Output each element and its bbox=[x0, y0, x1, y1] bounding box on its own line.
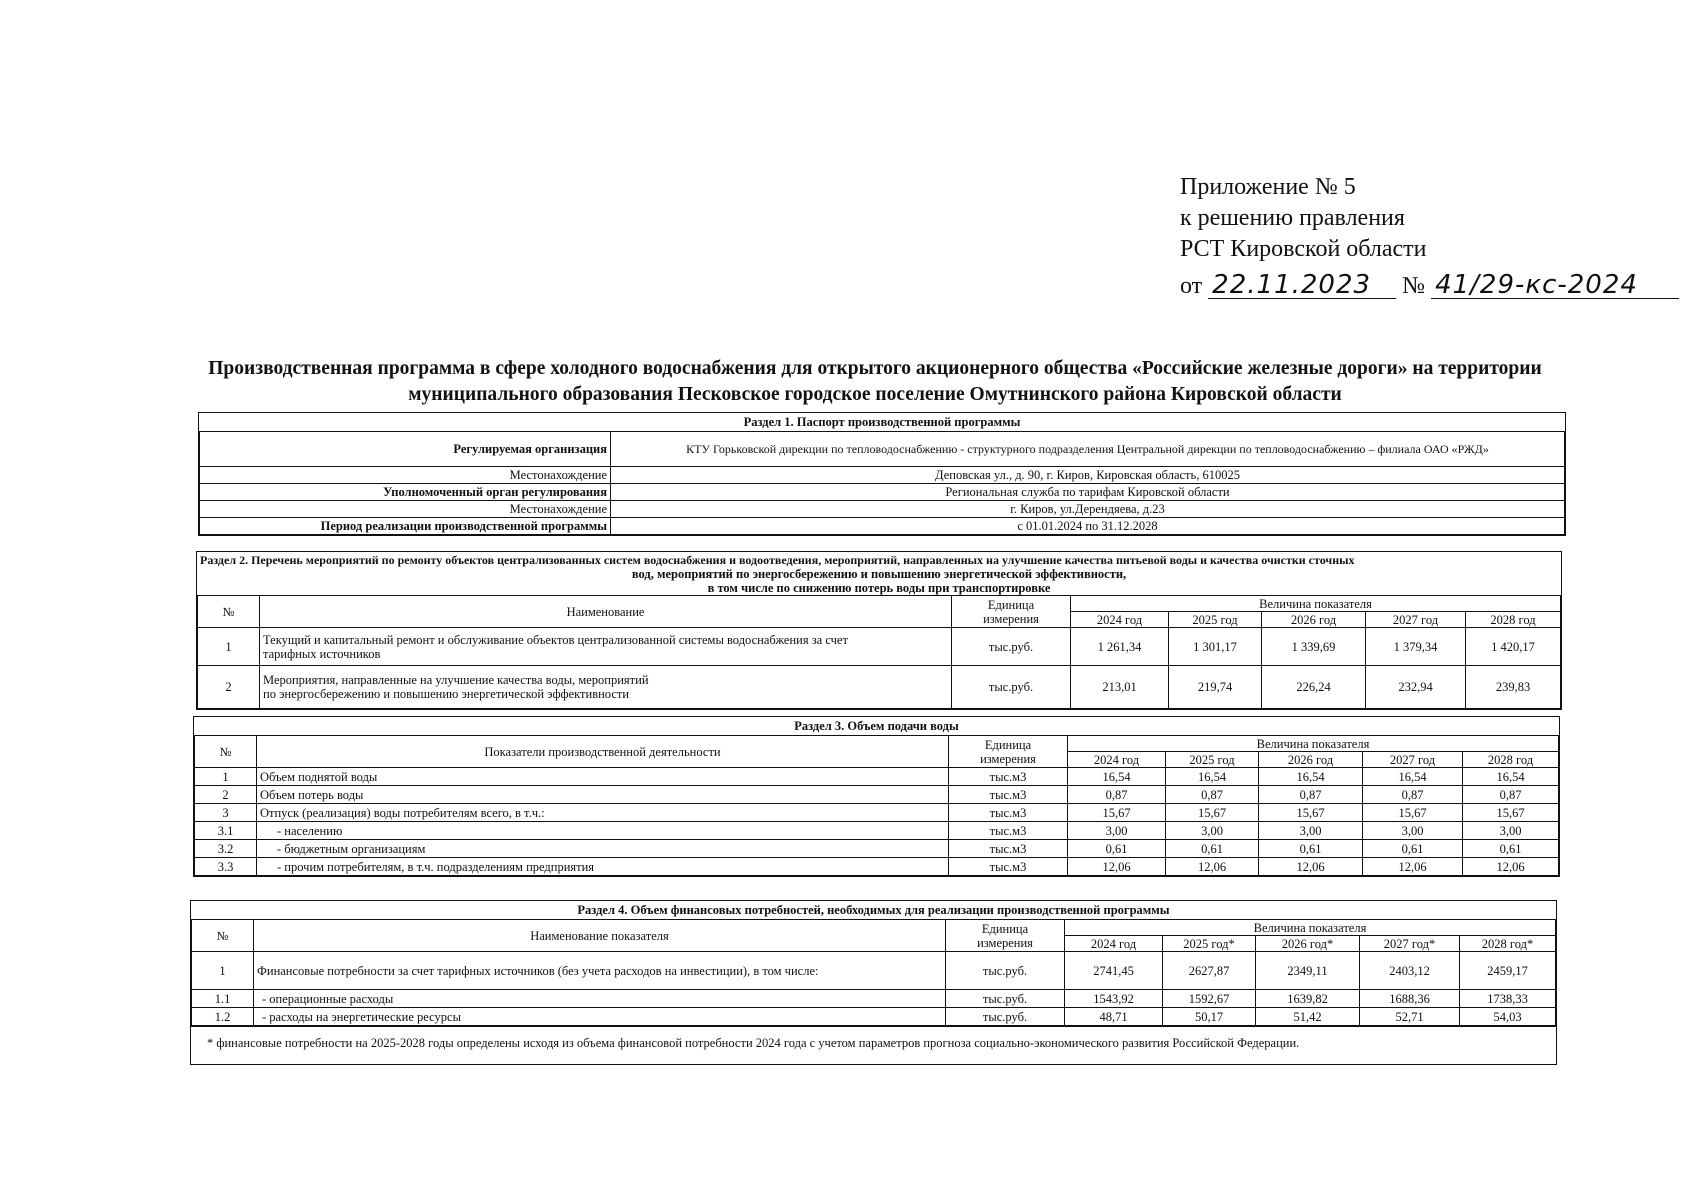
year-header: 2028 год bbox=[1466, 612, 1561, 628]
row-unit: тыс.м3 bbox=[949, 768, 1068, 786]
attachment-block bbox=[1180, 172, 1679, 302]
header-name: Наименование bbox=[260, 596, 952, 628]
row-value: 239,83 bbox=[1466, 666, 1561, 709]
row-value: 219,74 bbox=[1169, 666, 1262, 709]
row-value: 0,87 bbox=[1463, 786, 1559, 804]
header-unit bbox=[952, 596, 1071, 628]
row-value: 0,87 bbox=[1166, 786, 1259, 804]
row-value: 12,06 bbox=[1363, 858, 1463, 876]
row-num: 1.2 bbox=[192, 1008, 254, 1026]
year-header: 2026 год* bbox=[1256, 936, 1360, 952]
table-row bbox=[195, 786, 1559, 804]
row-num: 3.2 bbox=[195, 840, 257, 858]
table-header-row bbox=[198, 596, 1561, 612]
row-value: 15,67 bbox=[1463, 804, 1559, 822]
row-value: 2403,12 bbox=[1360, 952, 1460, 990]
row-name-line2: по энергосбережению и повышению энергетической эффективности bbox=[263, 687, 630, 701]
row-unit: тыс.м3 bbox=[949, 840, 1068, 858]
table-row bbox=[195, 822, 1559, 840]
section-1-passport bbox=[198, 412, 1566, 536]
measures-table bbox=[197, 595, 1561, 709]
number-label: № bbox=[1402, 273, 1426, 299]
row-unit: тыс.руб. bbox=[952, 628, 1071, 666]
row-name bbox=[260, 628, 952, 666]
passport-row bbox=[200, 467, 1565, 484]
section-1-title: Раздел 1. Паспорт производственной программы bbox=[743, 415, 1021, 429]
row-unit: тыс.м3 bbox=[949, 786, 1068, 804]
passport-value: с 01.01.2024 по 31.12.2028 bbox=[611, 518, 1565, 535]
row-unit: тыс.м3 bbox=[949, 858, 1068, 876]
row-unit: тыс.руб. bbox=[946, 952, 1065, 990]
section-3-title: Раздел 3. Объем подачи воды bbox=[794, 719, 959, 733]
row-value: 12,06 bbox=[1259, 858, 1363, 876]
row-name-line2: тарифных источников bbox=[263, 646, 381, 661]
header-num: № bbox=[192, 920, 254, 952]
row-num: 3.3 bbox=[195, 858, 257, 876]
passport-row bbox=[200, 484, 1565, 501]
passport-value: Деповская ул., д. 90, г. Киров, Кировская область, 610025 bbox=[611, 467, 1565, 484]
year-header: 2027 год bbox=[1366, 612, 1466, 628]
row-value: 232,94 bbox=[1366, 666, 1466, 709]
passport-label: Местонахождение bbox=[200, 467, 611, 484]
row-value: 1 379,34 bbox=[1366, 628, 1466, 666]
header-value: Величина показателя bbox=[1068, 736, 1559, 752]
row-num: 1 bbox=[198, 628, 260, 666]
row-value: 0,61 bbox=[1259, 840, 1363, 858]
row-value: 15,67 bbox=[1363, 804, 1463, 822]
passport-label: Местонахождение bbox=[200, 501, 611, 518]
footnote: * финансовые потребности на 2025-2028 годы определены исходя из объема финансовой потребности 2024 года с учетом параметров прогноза социально-экономического развития Российской Федерации. bbox=[190, 1027, 1557, 1065]
passport-row bbox=[200, 518, 1565, 535]
year-header: 2025 год bbox=[1169, 612, 1262, 628]
row-name: Объем поднятой воды bbox=[257, 768, 949, 786]
row-value: 51,42 bbox=[1256, 1008, 1360, 1026]
row-num: 2 bbox=[195, 786, 257, 804]
header-value: Величина показателя bbox=[1071, 596, 1561, 612]
passport-value: Региональная служба по тарифам Кировской области bbox=[611, 484, 1565, 501]
year-header: 2024 год bbox=[1071, 612, 1169, 628]
row-value: 15,67 bbox=[1259, 804, 1363, 822]
row-unit: тыс.руб. bbox=[952, 666, 1071, 709]
attachment-date-line bbox=[1180, 271, 1679, 302]
header-unit-line2: измерения bbox=[980, 751, 1036, 766]
row-value: 48,71 bbox=[1065, 1008, 1163, 1026]
row-value: 16,54 bbox=[1068, 768, 1166, 786]
row-unit: тыс.м3 bbox=[949, 804, 1068, 822]
header-value: Величина показателя bbox=[1065, 920, 1556, 936]
row-num: 3.1 bbox=[195, 822, 257, 840]
table-row bbox=[192, 1008, 1556, 1026]
row-value: 15,67 bbox=[1166, 804, 1259, 822]
row-value: 0,61 bbox=[1463, 840, 1559, 858]
section-2-title-line3: в том числе по снижению потерь воды при транспортировке bbox=[707, 581, 1051, 595]
section-3-water-supply bbox=[193, 716, 1560, 877]
year-header: 2026 год bbox=[1259, 752, 1363, 768]
year-header: 2027 год bbox=[1363, 752, 1463, 768]
row-name: - операционные расходы bbox=[254, 990, 946, 1008]
passport-label: Уполномоченный орган регулирования bbox=[200, 484, 611, 501]
section-2-title bbox=[197, 552, 1561, 595]
year-header: 2028 год bbox=[1463, 752, 1559, 768]
financial-table bbox=[191, 919, 1556, 1026]
header-num: № bbox=[198, 596, 260, 628]
year-header: 2025 год* bbox=[1163, 936, 1256, 952]
passport-value: г. Киров, ул.Дерендяева, д.23 bbox=[611, 501, 1565, 518]
row-num: 1 bbox=[195, 768, 257, 786]
table-row bbox=[195, 768, 1559, 786]
row-name: - бюджетным организациям bbox=[257, 840, 949, 858]
row-value: 2741,45 bbox=[1065, 952, 1163, 990]
section-4-title: Раздел 4. Объем финансовых потребностей, необходимых для реализации производственной программы bbox=[577, 903, 1170, 917]
row-num: 1.1 bbox=[192, 990, 254, 1008]
row-value: 1 261,34 bbox=[1071, 628, 1169, 666]
row-value: 1592,67 bbox=[1163, 990, 1256, 1008]
row-name: Объем потерь воды bbox=[257, 786, 949, 804]
handwritten-date: 22.11.2023 bbox=[1208, 272, 1396, 299]
passport-value: КТУ Горьковской дирекции по тепловодоснабжению - структурного подразделения Центральной дирекции по тепловодоснабжению – филиала ОАО «РЖД» bbox=[611, 432, 1565, 467]
year-header: 2027 год* bbox=[1360, 936, 1460, 952]
row-value: 16,54 bbox=[1363, 768, 1463, 786]
header-unit-line2: измерения bbox=[983, 611, 1039, 626]
header-unit bbox=[949, 736, 1068, 768]
document-title: Производственная программа в сфере холодного водоснабжения для открытого акционерного общества «Российские железные дороги» на территории муниципального образования Песковское городское поселение Омутнинского района Кировской области bbox=[208, 358, 1542, 405]
handwritten-number: 41/29-кс-2024 bbox=[1431, 272, 1679, 299]
header-unit-line2: измерения bbox=[977, 935, 1033, 950]
row-value: 16,54 bbox=[1259, 768, 1363, 786]
section-2-measures bbox=[196, 551, 1562, 710]
row-value: 16,54 bbox=[1166, 768, 1259, 786]
table-row bbox=[195, 858, 1559, 876]
row-value: 3,00 bbox=[1166, 822, 1259, 840]
row-value: 0,87 bbox=[1259, 786, 1363, 804]
row-value: 2627,87 bbox=[1163, 952, 1256, 990]
row-name: - прочим потребителям, в т.ч. подразделениям предприятия bbox=[257, 858, 949, 876]
from-label: от bbox=[1180, 273, 1203, 299]
row-value: 1688,36 bbox=[1360, 990, 1460, 1008]
row-value: 1 420,17 bbox=[1466, 628, 1561, 666]
row-unit: тыс.руб. bbox=[946, 1008, 1065, 1026]
row-num: 1 bbox=[192, 952, 254, 990]
row-value: 1543,92 bbox=[1065, 990, 1163, 1008]
row-value: 12,06 bbox=[1166, 858, 1259, 876]
row-name: - населению bbox=[257, 822, 949, 840]
row-name: Финансовые потребности за счет тарифных источников (без учета расходов на инвестиции), в том числе: bbox=[254, 952, 946, 990]
row-value: 1639,82 bbox=[1256, 990, 1360, 1008]
row-name: Отпуск (реализация) воды потребителям всего, в т.ч.: bbox=[257, 804, 949, 822]
row-value: 1 301,17 bbox=[1169, 628, 1262, 666]
row-value: 3,00 bbox=[1463, 822, 1559, 840]
table-row bbox=[198, 628, 1561, 666]
row-value: 0,61 bbox=[1166, 840, 1259, 858]
row-value: 15,67 bbox=[1068, 804, 1166, 822]
passport-label: Регулируемая организация bbox=[200, 432, 611, 467]
row-name bbox=[260, 666, 952, 709]
row-value: 2349,11 bbox=[1256, 952, 1360, 990]
section-4-financial-needs bbox=[190, 900, 1557, 1065]
row-name-line1: Мероприятия, направленные на улучшение качества воды, мероприятий bbox=[263, 673, 649, 687]
row-value: 0,87 bbox=[1363, 786, 1463, 804]
row-value: 12,06 bbox=[1463, 858, 1559, 876]
passport-row bbox=[200, 432, 1565, 467]
row-value: 2459,17 bbox=[1460, 952, 1556, 990]
table-header-row bbox=[195, 736, 1559, 752]
row-value: 12,06 bbox=[1068, 858, 1166, 876]
attachment-decision: к решению правления bbox=[1180, 205, 1405, 231]
row-value: 226,24 bbox=[1262, 666, 1366, 709]
section-2-title-line2: вод, мероприятий по энергосбережению и повышению энергетической эффективности, bbox=[631, 567, 1127, 581]
year-header: 2026 год bbox=[1262, 612, 1366, 628]
row-value: 54,03 bbox=[1460, 1008, 1556, 1026]
header-name: Показатели производственной деятельности bbox=[257, 736, 949, 768]
water-supply-table bbox=[194, 735, 1559, 876]
row-name-line1: Текущий и капитальный ремонт и обслуживание объектов централизованной системы водоснабжения за счет bbox=[263, 632, 848, 647]
row-value: 3,00 bbox=[1363, 822, 1463, 840]
row-name: - расходы на энергетические ресурсы bbox=[254, 1008, 946, 1026]
row-value: 3,00 bbox=[1068, 822, 1166, 840]
attachment-authority: РСТ Кировской области bbox=[1180, 236, 1427, 262]
passport-label: Период реализации производственной программы bbox=[200, 518, 611, 535]
header-num: № bbox=[195, 736, 257, 768]
table-row bbox=[192, 990, 1556, 1008]
header-unit-line1: Единица bbox=[987, 597, 1035, 612]
year-header: 2024 год bbox=[1068, 752, 1166, 768]
header-unit bbox=[946, 920, 1065, 952]
year-header: 2025 год bbox=[1166, 752, 1259, 768]
row-value: 1 339,69 bbox=[1262, 628, 1366, 666]
row-value: 0,87 bbox=[1068, 786, 1166, 804]
row-value: 213,01 bbox=[1071, 666, 1169, 709]
passport-table bbox=[199, 431, 1565, 535]
passport-row bbox=[200, 501, 1565, 518]
table-row bbox=[198, 666, 1561, 709]
row-value: 0,61 bbox=[1363, 840, 1463, 858]
row-num: 2 bbox=[198, 666, 260, 709]
table-row bbox=[195, 804, 1559, 822]
row-value: 0,61 bbox=[1068, 840, 1166, 858]
row-num: 3 bbox=[195, 804, 257, 822]
row-value: 3,00 bbox=[1259, 822, 1363, 840]
header-unit-line1: Единица bbox=[984, 737, 1032, 752]
attachment-number: Приложение № 5 bbox=[1180, 174, 1356, 200]
header-name: Наименование показателя bbox=[254, 920, 946, 952]
header-unit-line1: Единица bbox=[981, 921, 1029, 936]
row-unit: тыс.м3 bbox=[949, 822, 1068, 840]
row-value: 1738,33 bbox=[1460, 990, 1556, 1008]
section-2-title-line1: Раздел 2. Перечень мероприятий по ремонту объектов централизованных систем водоснабжения и водоотведения, мероприятий, направленных на улучшение качества питьевой воды и качества очистки сточных bbox=[200, 553, 1355, 567]
row-value: 50,17 bbox=[1163, 1008, 1256, 1026]
table-header-row bbox=[192, 920, 1556, 936]
table-row bbox=[195, 840, 1559, 858]
table-row bbox=[192, 952, 1556, 990]
row-value: 16,54 bbox=[1463, 768, 1559, 786]
year-header: 2028 год* bbox=[1460, 936, 1556, 952]
year-header: 2024 год bbox=[1065, 936, 1163, 952]
row-value: 52,71 bbox=[1360, 1008, 1460, 1026]
row-unit: тыс.руб. bbox=[946, 990, 1065, 1008]
